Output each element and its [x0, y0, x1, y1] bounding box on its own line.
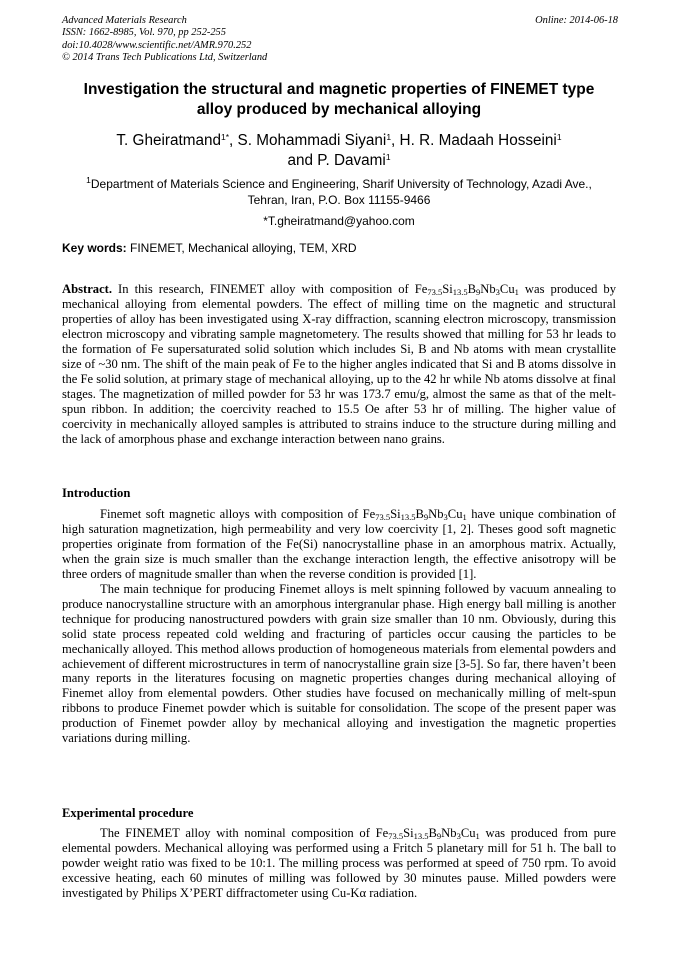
- formula-element: Nb: [428, 507, 444, 521]
- author-affil-marker: 1*: [220, 132, 230, 142]
- formula-subscript: 73.5: [388, 831, 404, 841]
- affiliation-marker: 1: [86, 175, 91, 185]
- formula-subscript: 3: [456, 831, 461, 841]
- formula-subscript: 13.5: [413, 831, 429, 841]
- alloy-formula: [363, 507, 467, 521]
- formula-subscript: 9: [436, 831, 442, 841]
- affiliation-line-1: [62, 177, 616, 193]
- journal-doi: doi:10.4028/www.scientific.net/AMR.970.252: [62, 39, 252, 51]
- keywords-label: Key words:: [62, 241, 131, 255]
- keywords-text: FINEMET, Mechanical alloying, TEM, XRD: [130, 241, 357, 255]
- formula-element: Si: [442, 282, 453, 296]
- formula-subscript: 1: [514, 287, 519, 297]
- paragraph-text: have unique combination of high saturation magnetization, high permeability and very low coercivity [1, 2]. Theses good soft magnetic properties originate from formation of the Fe(Si) nanocrystalline phase in an amorphous matrix. Actually, when the grain size is much smaller than the exchange interaction length, the effective anisotropy will be three orders of magnitude smaller than when the reverse condition is provided [1].: [62, 507, 616, 581]
- author-name: T. Gheiratmand: [116, 132, 221, 149]
- formula-element: B: [415, 507, 424, 521]
- paragraph-text: was produced from pure elemental powders. Mechanical alloying was performed using a Fritch 5 planetary mill for 51 h. The ball to powder weight ratio was fixed to be 10:1. The milling process was performed at speed of 750 rpm. To avoid excessive heating, each 60 minutes of milling was followed by 30 minutes pause. Milled powders were investigated by Philips X’PERT diffractometer using Cu-Kα radiation.: [62, 826, 616, 900]
- section-heading-experimental: Experimental procedure: [62, 806, 194, 820]
- abstract: [62, 282, 616, 446]
- journal-copyright: © 2014 Trans Tech Publications Ltd, Switzerland: [62, 52, 268, 64]
- affiliation-text: Department of Materials Science and Engineering, Sharif University of Technology, Azadi Ave.,: [90, 177, 592, 191]
- author-affil-marker: 1: [386, 132, 392, 142]
- introduction-paragraph-1: [62, 507, 616, 582]
- title-line-2: alloy produced by mechanical alloying: [196, 101, 482, 118]
- author-list: [62, 131, 616, 170]
- formula-subscript: 9: [476, 287, 481, 297]
- introduction-body: [62, 507, 616, 746]
- experimental-body: [62, 826, 616, 901]
- abstract-paragraph: [62, 282, 616, 446]
- journal-header: [62, 15, 618, 65]
- abstract-text: was produced by mechanical alloying from elemental powders. The effect of milling time on the magnetic and structural properties of alloy has been investigated using X-ray diffraction, scanning electron microscopy, transmission electron microscopy and vibrating sample magnetometery. The results showed that milling for 53 hr leads to the formation of Fe supersaturated solid solution which includes Si, B and Nb atoms with mean crystallite size of ~30 nm. The shift of the main peak of Fe to the higher angles indicated that Si and B atoms dissolve in the Fe solid solution, at primary stage of mechanical alloying, up to the 42 hr while Nb atoms dissolve at final stages. The magnetization of milled powder for 53 hr was 173.7 emu/g, almost the same as that of the melt-spun ribbon. In addition; the coercivity reached to 15.5 Oe after 53 hr of milling. The higher value of coercivity in mechanically alloyed samples is attributed to strains induce to the structure during milling and the lack of amorphous phase and exchange interaction between nano grains.: [62, 282, 617, 446]
- author-line-2: [62, 151, 616, 171]
- author-affil-marker: 1: [385, 151, 391, 162]
- formula-element: Nb: [480, 282, 496, 296]
- online-date: Online: 2014-06-18: [535, 15, 618, 26]
- experimental-paragraph-1: [62, 826, 616, 901]
- author-name: S. Mohammadi Siyani: [237, 132, 387, 149]
- formula-subscript: 13.5: [400, 512, 416, 522]
- formula-element: Si: [403, 826, 414, 840]
- formula-element: B: [428, 826, 437, 840]
- formula-element: Si: [390, 507, 401, 521]
- affiliation: [62, 177, 616, 208]
- formula-element: Cu: [447, 507, 463, 521]
- affiliation-line-2: Tehran, Iran, P.O. Box 11155-9466: [247, 192, 431, 207]
- formula-element: B: [467, 282, 477, 296]
- formula-subscript: 9: [423, 512, 429, 522]
- journal-issn: ISSN: 1662-8985, Vol. 970, pp 252-255: [62, 27, 226, 39]
- formula-element: Cu: [460, 826, 476, 840]
- formula-subscript: 13.5: [452, 287, 468, 297]
- abstract-text: In this research, FINEMET alloy with composition of: [112, 282, 415, 296]
- formula-subscript: 73.5: [375, 512, 391, 522]
- formula-subscript: 73.5: [427, 287, 443, 297]
- formula-subscript: 1: [462, 512, 467, 522]
- section-heading-introduction: Introduction: [62, 486, 131, 500]
- abstract-label: Abstract.: [62, 282, 113, 296]
- title-line-1: Investigation the structural and magnetic properties of FINEMET type: [83, 81, 595, 98]
- formula-element: Fe: [375, 826, 389, 840]
- author-affil-marker: 1: [556, 132, 562, 142]
- formula-subscript: 3: [495, 287, 500, 297]
- author-conjunction: and: [287, 151, 318, 169]
- author-name: P. Davami: [317, 151, 386, 169]
- formula-element: Nb: [441, 826, 457, 840]
- paragraph-text: Finemet soft magnetic alloys with composition of: [100, 507, 363, 521]
- paragraph-text: The FINEMET alloy with nominal composition of: [100, 826, 376, 840]
- formula-subscript: 1: [475, 831, 480, 841]
- formula-element: Fe: [362, 507, 376, 521]
- alloy-formula: [415, 282, 519, 296]
- formula-element: Fe: [414, 282, 428, 296]
- keywords: [62, 241, 616, 256]
- introduction-paragraph-2: The main technique for producing Finemet alloys is melt spinning followed by vacuum annealing to produce nanocrystalline structure with an amorphous intergranular phase. High energy ball milling is another technique for producing nanostructured powders with grain size smaller than 10 nm. Obviously, during this solid state process repeated cold welding and fracturing of particles occur causing the particles to be mechanically alloyed. This method allows production of homogeneous materials from elemental powders and achievement of different microstructures in term of nanocrystalline grain size [3-5]. So far, there haven’t been many reports in the literatures focusing on magnetic properties changes during mechanical alloying of Finemet alloy from elemental powders. Other studies have focused on mechanically milling of melt-spun ribbons to produce Finemet powder which is suitable for consolidation. The scope of the present paper was production of Finemet powder alloy by mechanical alloying and investigation the magnetic properties variations during milling.: [62, 581, 616, 746]
- formula-subscript: 3: [443, 512, 448, 522]
- author-name: H. R. Madaah Hosseini: [399, 132, 557, 149]
- alloy-formula: [376, 826, 480, 840]
- corresponding-email[interactable]: *T.gheiratmand@yahoo.com: [263, 214, 415, 228]
- formula-element: Cu: [499, 282, 515, 296]
- author-separator: ,: [391, 132, 400, 149]
- paper-title: [62, 80, 616, 120]
- author-line-1: [62, 131, 616, 151]
- journal-name: Advanced Materials Research: [62, 15, 187, 26]
- author-separator: ,: [229, 132, 238, 149]
